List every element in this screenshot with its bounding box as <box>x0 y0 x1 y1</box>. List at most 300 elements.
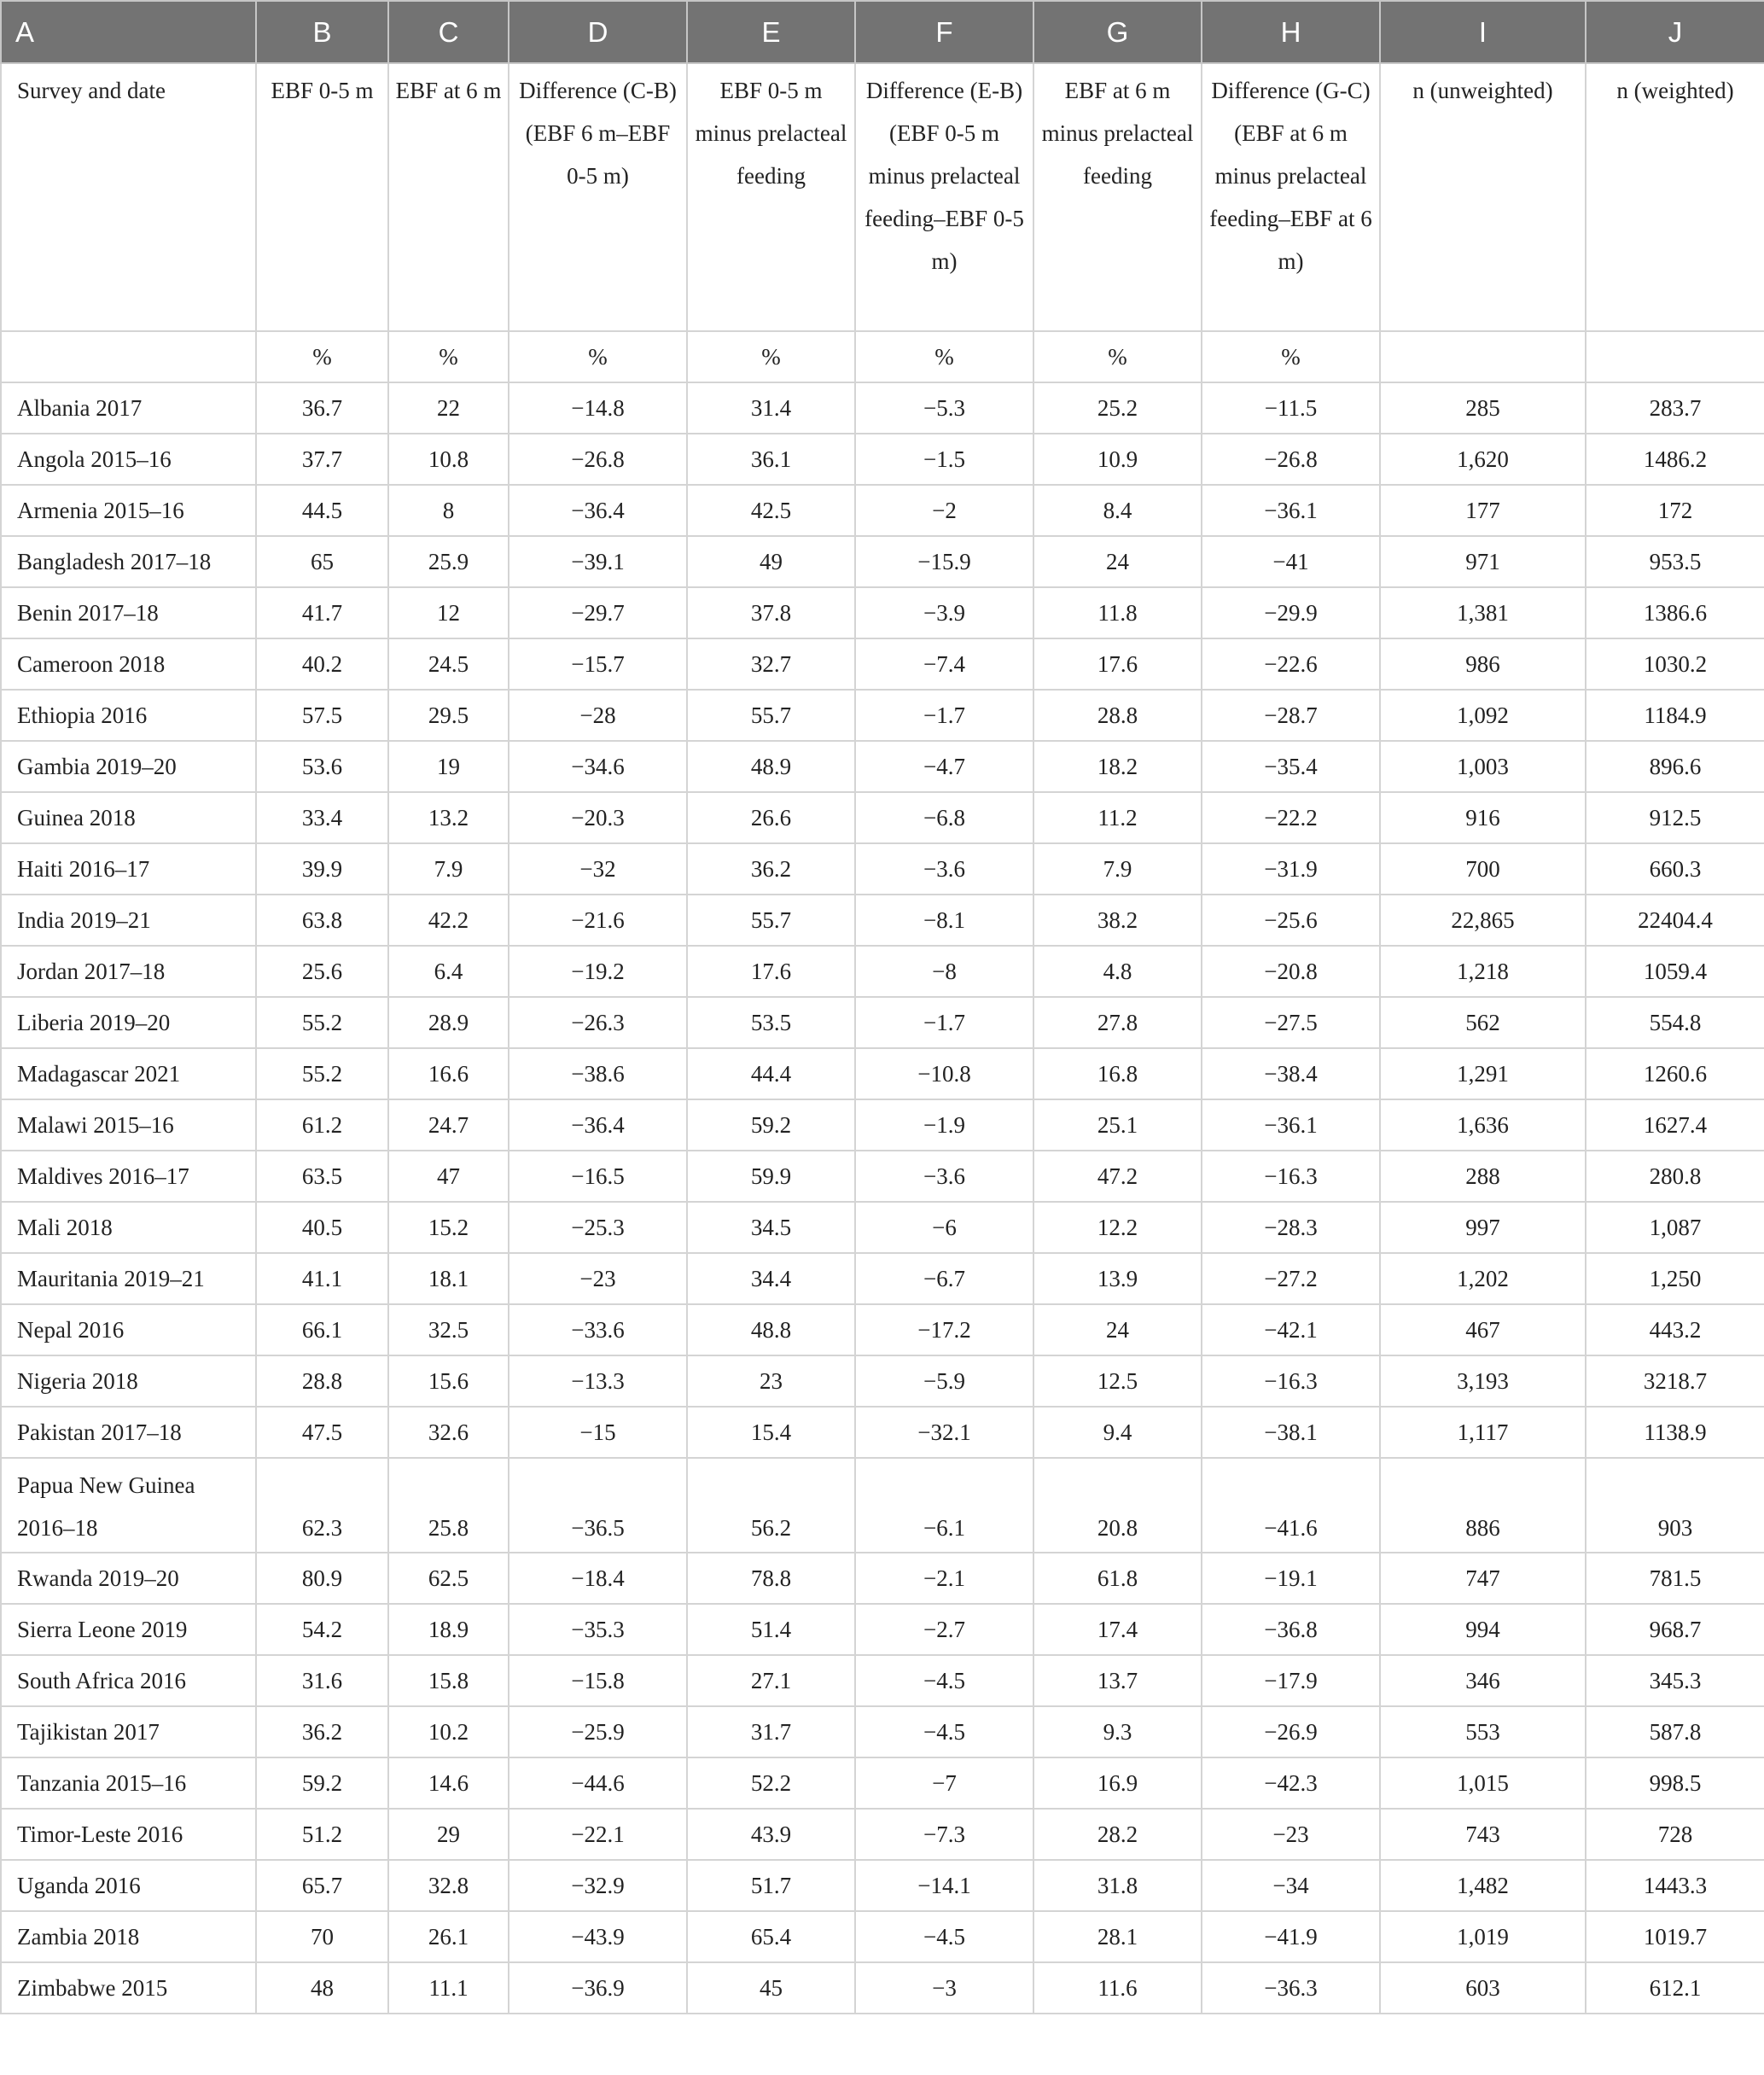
value-cell: −26.8 <box>509 434 687 485</box>
value-cell: 10.9 <box>1033 434 1202 485</box>
column-header: Survey and date <box>1 63 256 331</box>
value-cell: 28.2 <box>1033 1809 1202 1860</box>
value-cell: 42.5 <box>687 485 855 536</box>
value-cell: −14.1 <box>855 1860 1033 1911</box>
value-cell: 562 <box>1380 997 1586 1048</box>
value-cell: −36.1 <box>1202 485 1380 536</box>
value-cell: 603 <box>1380 1962 1586 2014</box>
value-cell: 51.4 <box>687 1604 855 1655</box>
survey-cell: India 2019–21 <box>1 895 256 946</box>
value-cell: 45 <box>687 1962 855 2014</box>
value-cell: 1030.2 <box>1586 638 1764 690</box>
survey-cell: Rwanda 2019–20 <box>1 1553 256 1604</box>
value-cell: 36.1 <box>687 434 855 485</box>
value-cell: 59.9 <box>687 1151 855 1202</box>
value-cell: 971 <box>1380 536 1586 587</box>
value-cell: −39.1 <box>509 536 687 587</box>
table-row <box>1 1048 1764 1099</box>
value-cell: 55.2 <box>256 997 388 1048</box>
unit-cell: % <box>388 331 509 382</box>
value-cell: 48.9 <box>687 741 855 792</box>
survey-cell: Tajikistan 2017 <box>1 1706 256 1757</box>
column-header: n (unweighted) <box>1380 63 1586 331</box>
value-cell: −2 <box>855 485 1033 536</box>
survey-cell: Guinea 2018 <box>1 792 256 843</box>
value-cell: 59.2 <box>687 1099 855 1151</box>
value-cell: −41 <box>1202 536 1380 587</box>
value-cell: −38.1 <box>1202 1407 1380 1458</box>
value-cell: −7.3 <box>855 1809 1033 1860</box>
value-cell: 443.2 <box>1586 1304 1764 1355</box>
unit-cell: % <box>1202 331 1380 382</box>
value-cell: 17.6 <box>687 946 855 997</box>
survey-cell: Angola 2015–16 <box>1 434 256 485</box>
value-cell: 41.7 <box>256 587 388 638</box>
value-cell: −8.1 <box>855 895 1033 946</box>
unit-cell: % <box>1033 331 1202 382</box>
value-cell: 29 <box>388 1809 509 1860</box>
value-cell: 13.2 <box>388 792 509 843</box>
value-cell: −23 <box>1202 1809 1380 1860</box>
value-cell: 1,117 <box>1380 1407 1586 1458</box>
value-cell: 553 <box>1380 1706 1586 1757</box>
value-cell: −44.6 <box>509 1757 687 1809</box>
value-cell: −42.1 <box>1202 1304 1380 1355</box>
value-cell: −34 <box>1202 1860 1380 1911</box>
value-cell: −18.4 <box>509 1553 687 1604</box>
value-cell: −16.3 <box>1202 1151 1380 1202</box>
value-cell: 51.7 <box>687 1860 855 1911</box>
column-header: Difference (G-C) (EBF at 6 m minus prelacteal feeding–EBF at 6 m) <box>1202 63 1380 331</box>
value-cell: 38.2 <box>1033 895 1202 946</box>
value-cell: −27.5 <box>1202 997 1380 1048</box>
value-cell: 177 <box>1380 485 1586 536</box>
value-cell: −29.9 <box>1202 587 1380 638</box>
value-cell: 20.8 <box>1033 1458 1202 1553</box>
survey-cell: Bangladesh 2017–18 <box>1 536 256 587</box>
value-cell: 28.8 <box>256 1355 388 1407</box>
value-cell: −20.8 <box>1202 946 1380 997</box>
value-cell: 612.1 <box>1586 1962 1764 2014</box>
table-row <box>1 1911 1764 1962</box>
value-cell: 8.4 <box>1033 485 1202 536</box>
value-cell: 70 <box>256 1911 388 1962</box>
value-cell: 968.7 <box>1586 1604 1764 1655</box>
value-cell: −16.3 <box>1202 1355 1380 1407</box>
value-cell: 1,381 <box>1380 587 1586 638</box>
value-cell: 1,087 <box>1586 1202 1764 1253</box>
value-cell: 12.2 <box>1033 1202 1202 1253</box>
survey-cell: Armenia 2015–16 <box>1 485 256 536</box>
value-cell: −35.4 <box>1202 741 1380 792</box>
value-cell: 896.6 <box>1586 741 1764 792</box>
value-cell: 24.5 <box>388 638 509 690</box>
value-cell: 26.1 <box>388 1911 509 1962</box>
value-cell: 6.4 <box>388 946 509 997</box>
table-row <box>1 843 1764 895</box>
value-cell: 57.5 <box>256 690 388 741</box>
value-cell: 1,620 <box>1380 434 1586 485</box>
table-row <box>1 690 1764 741</box>
value-cell: −28.7 <box>1202 690 1380 741</box>
value-cell: −15.7 <box>509 638 687 690</box>
value-cell: 80.9 <box>256 1553 388 1604</box>
value-cell: 12 <box>388 587 509 638</box>
value-cell: 47.2 <box>1033 1151 1202 1202</box>
value-cell: 65.4 <box>687 1911 855 1962</box>
value-cell: 1,019 <box>1380 1911 1586 1962</box>
value-cell: 986 <box>1380 638 1586 690</box>
value-cell: 52.2 <box>687 1757 855 1809</box>
value-cell: −6.1 <box>855 1458 1033 1553</box>
value-cell: −2.1 <box>855 1553 1033 1604</box>
unit-cell: % <box>855 331 1033 382</box>
value-cell: 78.8 <box>687 1553 855 1604</box>
value-cell: 9.4 <box>1033 1407 1202 1458</box>
value-cell: 28.9 <box>388 997 509 1048</box>
value-cell: 32.7 <box>687 638 855 690</box>
value-cell: 31.4 <box>687 382 855 434</box>
survey-cell: Pakistan 2017–18 <box>1 1407 256 1458</box>
value-cell: −2.7 <box>855 1604 1033 1655</box>
value-cell: 62.5 <box>388 1553 509 1604</box>
value-cell: 53.6 <box>256 741 388 792</box>
value-cell: −6 <box>855 1202 1033 1253</box>
table-row <box>1 1757 1764 1809</box>
value-cell: 1,482 <box>1380 1860 1586 1911</box>
value-cell: 24 <box>1033 1304 1202 1355</box>
survey-cell: Haiti 2016–17 <box>1 843 256 895</box>
value-cell: 24 <box>1033 536 1202 587</box>
value-cell: 26.6 <box>687 792 855 843</box>
value-cell: 39.9 <box>256 843 388 895</box>
column-letter-b[interactable]: B <box>256 1 388 63</box>
value-cell: 23 <box>687 1355 855 1407</box>
value-cell: 11.1 <box>388 1962 509 2014</box>
value-cell: 24.7 <box>388 1099 509 1151</box>
value-cell: −16.5 <box>509 1151 687 1202</box>
value-cell: 65 <box>256 536 388 587</box>
value-cell: 1443.3 <box>1586 1860 1764 1911</box>
value-cell: 1019.7 <box>1586 1911 1764 1962</box>
value-cell: 9.3 <box>1033 1706 1202 1757</box>
value-cell: 42.2 <box>388 895 509 946</box>
value-cell: 1184.9 <box>1586 690 1764 741</box>
value-cell: −36.4 <box>509 485 687 536</box>
survey-cell: Madagascar 2021 <box>1 1048 256 1099</box>
value-cell: 587.8 <box>1586 1706 1764 1757</box>
survey-cell: Malawi 2015–16 <box>1 1099 256 1151</box>
value-cell: 11.8 <box>1033 587 1202 638</box>
value-cell: 1,003 <box>1380 741 1586 792</box>
column-letter-i[interactable]: I <box>1380 1 1586 63</box>
value-cell: −36.8 <box>1202 1604 1380 1655</box>
value-cell: 285 <box>1380 382 1586 434</box>
table-row <box>1 1304 1764 1355</box>
value-cell: −36.3 <box>1202 1962 1380 2014</box>
table-row <box>1 792 1764 843</box>
value-cell: 61.8 <box>1033 1553 1202 1604</box>
column-header: EBF at 6 m <box>388 63 509 331</box>
value-cell: 54.2 <box>256 1604 388 1655</box>
survey-cell: Zimbabwe 2015 <box>1 1962 256 2014</box>
value-cell: 18.9 <box>388 1604 509 1655</box>
survey-cell: Uganda 2016 <box>1 1860 256 1911</box>
value-cell: 554.8 <box>1586 997 1764 1048</box>
value-cell: 1627.4 <box>1586 1099 1764 1151</box>
value-cell: 63.8 <box>256 895 388 946</box>
value-cell: 25.2 <box>1033 382 1202 434</box>
value-cell: 1059.4 <box>1586 946 1764 997</box>
value-cell: 18.1 <box>388 1253 509 1304</box>
survey-cell: Cameroon 2018 <box>1 638 256 690</box>
value-cell: −21.6 <box>509 895 687 946</box>
value-cell: 15.2 <box>388 1202 509 1253</box>
value-cell: 13.9 <box>1033 1253 1202 1304</box>
survey-cell: Tanzania 2015–16 <box>1 1757 256 1809</box>
value-cell: 1386.6 <box>1586 587 1764 638</box>
value-cell: −5.3 <box>855 382 1033 434</box>
value-cell: 34.5 <box>687 1202 855 1253</box>
value-cell: 49 <box>687 536 855 587</box>
survey-cell: Mali 2018 <box>1 1202 256 1253</box>
value-cell: 997 <box>1380 1202 1586 1253</box>
value-cell: 4.8 <box>1033 946 1202 997</box>
value-cell: 36.7 <box>256 382 388 434</box>
value-cell: 886 <box>1380 1458 1586 1553</box>
table-row <box>1 1099 1764 1151</box>
column-header: EBF at 6 m minus prelacteal feeding <box>1033 63 1202 331</box>
column-letter-h[interactable]: H <box>1202 1 1380 63</box>
value-cell: 32.8 <box>388 1860 509 1911</box>
value-cell: 55.2 <box>256 1048 388 1099</box>
value-cell: 7.9 <box>1033 843 1202 895</box>
survey-cell: Albania 2017 <box>1 382 256 434</box>
value-cell: 22,865 <box>1380 895 1586 946</box>
survey-cell: Benin 2017–18 <box>1 587 256 638</box>
value-cell: 280.8 <box>1586 1151 1764 1202</box>
value-cell: −33.6 <box>509 1304 687 1355</box>
value-cell: 19 <box>388 741 509 792</box>
value-cell: 40.2 <box>256 638 388 690</box>
table-row <box>1 1809 1764 1860</box>
value-cell: 11.2 <box>1033 792 1202 843</box>
value-cell: −15.9 <box>855 536 1033 587</box>
value-cell: −29.7 <box>509 587 687 638</box>
value-cell: 288 <box>1380 1151 1586 1202</box>
value-cell: −22.6 <box>1202 638 1380 690</box>
column-header: EBF 0-5 m minus prelacteal feeding <box>687 63 855 331</box>
value-cell: −42.3 <box>1202 1757 1380 1809</box>
table-row <box>1 485 1764 536</box>
survey-cell: Gambia 2019–20 <box>1 741 256 792</box>
value-cell: 56.2 <box>687 1458 855 1553</box>
value-cell: 40.5 <box>256 1202 388 1253</box>
survey-cell: Nigeria 2018 <box>1 1355 256 1407</box>
value-cell: −26.3 <box>509 997 687 1048</box>
column-letter-c[interactable]: C <box>388 1 509 63</box>
value-cell: 25.1 <box>1033 1099 1202 1151</box>
value-cell: −15.8 <box>509 1655 687 1706</box>
value-cell: 916 <box>1380 792 1586 843</box>
table-row <box>1 1706 1764 1757</box>
column-letter-g[interactable]: G <box>1033 1 1202 63</box>
value-cell: 32.6 <box>388 1407 509 1458</box>
value-cell: 28.1 <box>1033 1911 1202 1962</box>
value-cell: 11.6 <box>1033 1962 1202 2014</box>
table-row <box>1 1553 1764 1604</box>
unit-cell <box>1 331 256 382</box>
survey-cell: Zambia 2018 <box>1 1911 256 1962</box>
value-cell: 17.6 <box>1033 638 1202 690</box>
value-cell: 15.6 <box>388 1355 509 1407</box>
value-cell: −14.8 <box>509 382 687 434</box>
column-letter-a[interactable]: A <box>1 1 256 63</box>
value-cell: 3,193 <box>1380 1355 1586 1407</box>
value-cell: 467 <box>1380 1304 1586 1355</box>
survey-cell: Ethiopia 2016 <box>1 690 256 741</box>
value-cell: 16.6 <box>388 1048 509 1099</box>
table-row <box>1 382 1764 434</box>
value-cell: −17.2 <box>855 1304 1033 1355</box>
value-cell: −32 <box>509 843 687 895</box>
survey-cell: Mauritania 2019–21 <box>1 1253 256 1304</box>
value-cell: 59.2 <box>256 1757 388 1809</box>
value-cell: −23 <box>509 1253 687 1304</box>
value-cell: −3.6 <box>855 843 1033 895</box>
column-letter-row <box>1 1 1764 63</box>
value-cell: −31.9 <box>1202 843 1380 895</box>
value-cell: −25.3 <box>509 1202 687 1253</box>
value-cell: 3218.7 <box>1586 1355 1764 1407</box>
unit-cell: % <box>509 331 687 382</box>
value-cell: −28.3 <box>1202 1202 1380 1253</box>
survey-cell: Papua New Guinea 2016–18 <box>1 1458 256 1553</box>
value-cell: 37.7 <box>256 434 388 485</box>
table-row <box>1 1604 1764 1655</box>
table-row <box>1 1655 1764 1706</box>
table-row <box>1 638 1764 690</box>
value-cell: −19.2 <box>509 946 687 997</box>
value-cell: 41.1 <box>256 1253 388 1304</box>
value-cell: 1,202 <box>1380 1253 1586 1304</box>
table-row <box>1 1860 1764 1911</box>
survey-cell: Nepal 2016 <box>1 1304 256 1355</box>
value-cell: −11.5 <box>1202 382 1380 434</box>
value-cell: 994 <box>1380 1604 1586 1655</box>
value-cell: −4.5 <box>855 1706 1033 1757</box>
value-cell: 65.7 <box>256 1860 388 1911</box>
value-cell: 22404.4 <box>1586 895 1764 946</box>
value-cell: 29.5 <box>388 690 509 741</box>
value-cell: 51.2 <box>256 1809 388 1860</box>
column-header: Difference (C-B) (EBF 6 m–EBF 0-5 m) <box>509 63 687 331</box>
value-cell: 48.8 <box>687 1304 855 1355</box>
value-cell: 55.7 <box>687 895 855 946</box>
value-cell: −6.7 <box>855 1253 1033 1304</box>
table-row <box>1 536 1764 587</box>
value-cell: −35.3 <box>509 1604 687 1655</box>
value-cell: −25.9 <box>509 1706 687 1757</box>
table-row <box>1 587 1764 638</box>
value-cell: 31.6 <box>256 1655 388 1706</box>
value-cell: −7.4 <box>855 638 1033 690</box>
column-letter-e[interactable]: E <box>687 1 855 63</box>
column-header: n (weighted) <box>1586 63 1764 331</box>
value-cell: 22 <box>388 382 509 434</box>
value-cell: −28 <box>509 690 687 741</box>
value-cell: 25.6 <box>256 946 388 997</box>
value-cell: −41.9 <box>1202 1911 1380 1962</box>
unit-cell <box>1586 331 1764 382</box>
column-header-row <box>1 63 1764 331</box>
value-cell: 16.8 <box>1033 1048 1202 1099</box>
value-cell: 63.5 <box>256 1151 388 1202</box>
value-cell: 13.7 <box>1033 1655 1202 1706</box>
value-cell: 912.5 <box>1586 792 1764 843</box>
value-cell: −7 <box>855 1757 1033 1809</box>
value-cell: 16.9 <box>1033 1757 1202 1809</box>
value-cell: 44.5 <box>256 485 388 536</box>
value-cell: 8 <box>388 485 509 536</box>
survey-cell: South Africa 2016 <box>1 1655 256 1706</box>
value-cell: 36.2 <box>256 1706 388 1757</box>
survey-cell: Sierra Leone 2019 <box>1 1604 256 1655</box>
value-cell: −13.3 <box>509 1355 687 1407</box>
value-cell: 1,092 <box>1380 690 1586 741</box>
unit-row <box>1 331 1764 382</box>
column-letter-d[interactable]: D <box>509 1 687 63</box>
value-cell: 25.8 <box>388 1458 509 1553</box>
column-letter-j[interactable]: J <box>1586 1 1764 63</box>
value-cell: −26.9 <box>1202 1706 1380 1757</box>
value-cell: 998.5 <box>1586 1757 1764 1809</box>
value-cell: 346 <box>1380 1655 1586 1706</box>
column-letter-f[interactable]: F <box>855 1 1033 63</box>
value-cell: −27.2 <box>1202 1253 1380 1304</box>
value-cell: −32.9 <box>509 1860 687 1911</box>
value-cell: 1,015 <box>1380 1757 1586 1809</box>
table-row <box>1 1202 1764 1253</box>
value-cell: −38.6 <box>509 1048 687 1099</box>
value-cell: 36.2 <box>687 843 855 895</box>
value-cell: −25.6 <box>1202 895 1380 946</box>
value-cell: −22.2 <box>1202 792 1380 843</box>
value-cell: 1,636 <box>1380 1099 1586 1151</box>
value-cell: 37.8 <box>687 587 855 638</box>
value-cell: 660.3 <box>1586 843 1764 895</box>
value-cell: 33.4 <box>256 792 388 843</box>
table-row <box>1 1253 1764 1304</box>
value-cell: 12.5 <box>1033 1355 1202 1407</box>
table-row <box>1 1151 1764 1202</box>
value-cell: −10.8 <box>855 1048 1033 1099</box>
value-cell: 1,250 <box>1586 1253 1764 1304</box>
value-cell: −3 <box>855 1962 1033 2014</box>
value-cell: −3.9 <box>855 587 1033 638</box>
survey-cell: Timor-Leste 2016 <box>1 1809 256 1860</box>
value-cell: −19.1 <box>1202 1553 1380 1604</box>
table-row <box>1 895 1764 946</box>
value-cell: 700 <box>1380 843 1586 895</box>
unit-cell: % <box>687 331 855 382</box>
value-cell: 1486.2 <box>1586 434 1764 485</box>
value-cell: −3.6 <box>855 1151 1033 1202</box>
value-cell: 47.5 <box>256 1407 388 1458</box>
value-cell: 32.5 <box>388 1304 509 1355</box>
value-cell: 1,291 <box>1380 1048 1586 1099</box>
value-cell: 1260.6 <box>1586 1048 1764 1099</box>
